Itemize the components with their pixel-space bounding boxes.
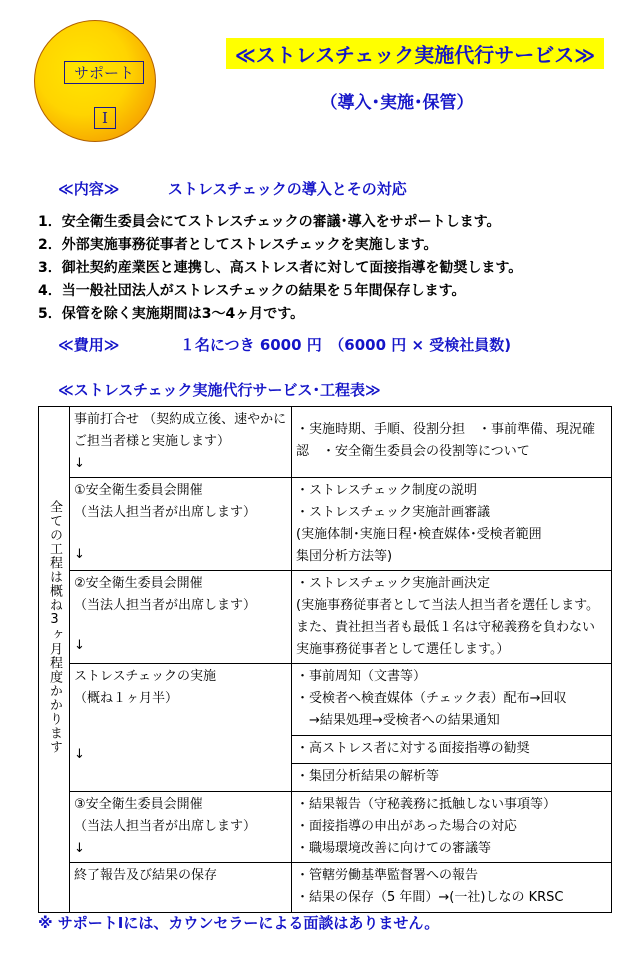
detail-text: ・ストレスチェック実施計画審議 — [296, 505, 490, 520]
content-heading-text: ストレスチェックの導入とその対応 — [167, 180, 407, 198]
content-heading-row — [58, 178, 407, 199]
arrow-down-icon: ↓ — [74, 747, 85, 762]
table-row — [39, 478, 612, 571]
list-item: 4．当一般社団法人がストレスチェックの結果を５年間保存します。 — [38, 283, 466, 299]
step-text: （当法人担当者が出席します） — [74, 598, 257, 613]
list-item: 2．外部実施事務従事者としてストレスチェックを実施します。 — [38, 237, 438, 253]
side-label: 全ての工程は概ね3ヶ月程度かかります — [47, 500, 62, 754]
footer-note: ※ サポートⅠには、カウンセラーによる面談はありません。 — [38, 914, 440, 932]
detail-text: ・結果報告（守秘義務に抵触しない事項等） — [296, 797, 557, 812]
detail-text: ・ストレスチェック制度の説明 — [296, 483, 477, 498]
step-cell — [70, 571, 292, 664]
step-cell — [70, 478, 292, 571]
step-text: ストレスチェックの実施 — [74, 669, 216, 684]
detail-cell — [292, 571, 612, 664]
detail-text: ・事前周知（文書等） — [296, 669, 427, 684]
cost-text: １名につき 6000 円 （6000 円 × 受検社員数) — [179, 336, 512, 354]
arrow-down-icon: ↓ — [74, 841, 85, 856]
detail-cell — [292, 764, 612, 792]
detail-cell — [292, 736, 612, 764]
detail-text: ・実施時期、手順、役割分担 ・事前準備、現況確認 ・安全衛生委員会の役割等について — [296, 422, 596, 459]
detail-cell — [292, 407, 612, 478]
list-item: 5．保管を除く実施期間は3～4ヶ月です。 — [38, 306, 305, 322]
detail-cell — [292, 664, 612, 736]
detail-text: ・結果の保存（5 年間）→(一社)しなの KRSC — [296, 890, 564, 905]
table-row — [39, 571, 612, 664]
detail-text: (実施体制･実施日程･検査媒体･受検者範囲 — [296, 527, 542, 542]
step-text: （当法人担当者が出席します） — [74, 505, 257, 520]
step-cell — [70, 407, 292, 478]
table-row — [39, 792, 612, 863]
content-list — [38, 211, 628, 326]
detail-text: ・集団分析結果の解析等 — [296, 769, 440, 784]
content-heading: ≪内容≫ — [58, 180, 120, 198]
page-subtitle: （導入･実施･保管） — [320, 93, 474, 113]
detail-text: ・面接指導の申出があった場合の対応 — [296, 819, 517, 834]
table-row — [39, 664, 612, 736]
arrow-down-icon: ↓ — [74, 456, 85, 471]
process-heading: ≪ストレスチェック実施代行サービス･工程表≫ — [58, 381, 381, 399]
badge-label: サポート — [64, 61, 144, 84]
detail-cell — [292, 863, 612, 913]
step-text: ②安全衛生委員会開催 — [74, 576, 203, 591]
detail-text: ・高ストレス者に対する面接指導の勧奨 — [296, 741, 530, 756]
step-text: 事前打合せ （契約成立後、速やかにご担当者様と実施します） — [74, 412, 287, 449]
cost-heading: ≪費用≫ — [58, 336, 120, 354]
step-cell — [70, 863, 292, 913]
badge-number: Ⅰ — [94, 107, 116, 129]
list-item: 1．安全衛生委員会にてストレスチェックの審議･導入をサポートします。 — [38, 214, 501, 230]
detail-text: 集団分析方法等) — [296, 549, 393, 564]
step-text: （当法人担当者が出席します） — [74, 819, 257, 834]
process-table — [38, 406, 612, 913]
detail-text: ・ストレスチェック実施計画決定 — [296, 576, 490, 591]
page-title: ≪ストレスチェック実施代行サービス≫ — [226, 38, 604, 69]
step-cell — [70, 664, 292, 792]
detail-text: →結果処理→受検者への結果通知 — [296, 713, 500, 728]
arrow-down-icon: ↓ — [74, 638, 85, 653]
detail-cell — [292, 478, 612, 571]
step-text: ③安全衛生委員会開催 — [74, 797, 203, 812]
arrow-down-icon: ↓ — [74, 547, 85, 562]
side-label-cell — [39, 407, 70, 913]
detail-text: ・職場環境改善に向けての審議等 — [296, 841, 492, 856]
step-text: 終了報告及び結果の保存 — [74, 868, 218, 883]
detail-cell — [292, 792, 612, 863]
step-text: （概ね１ヶ月半） — [74, 691, 179, 706]
step-cell — [70, 792, 292, 863]
list-item: 3．御社契約産業医と連携し、高ストレス者に対して面接指導を勧奨します。 — [38, 260, 523, 276]
step-text: ①安全衛生委員会開催 — [74, 483, 203, 498]
detail-text: ・管轄労働基準監督署への報告 — [296, 868, 479, 883]
detail-text: ・受検者へ検査媒体（チェック表）配布→回収 — [296, 691, 567, 706]
cost-row — [58, 334, 511, 355]
table-row — [39, 863, 612, 913]
detail-text: (実施事務従事者として当法人担当者を選任します。また、貴社担当者も最低１名は守秘義務を負わない実施事務従事者として選任します。） — [296, 598, 600, 657]
table-row — [39, 407, 612, 478]
